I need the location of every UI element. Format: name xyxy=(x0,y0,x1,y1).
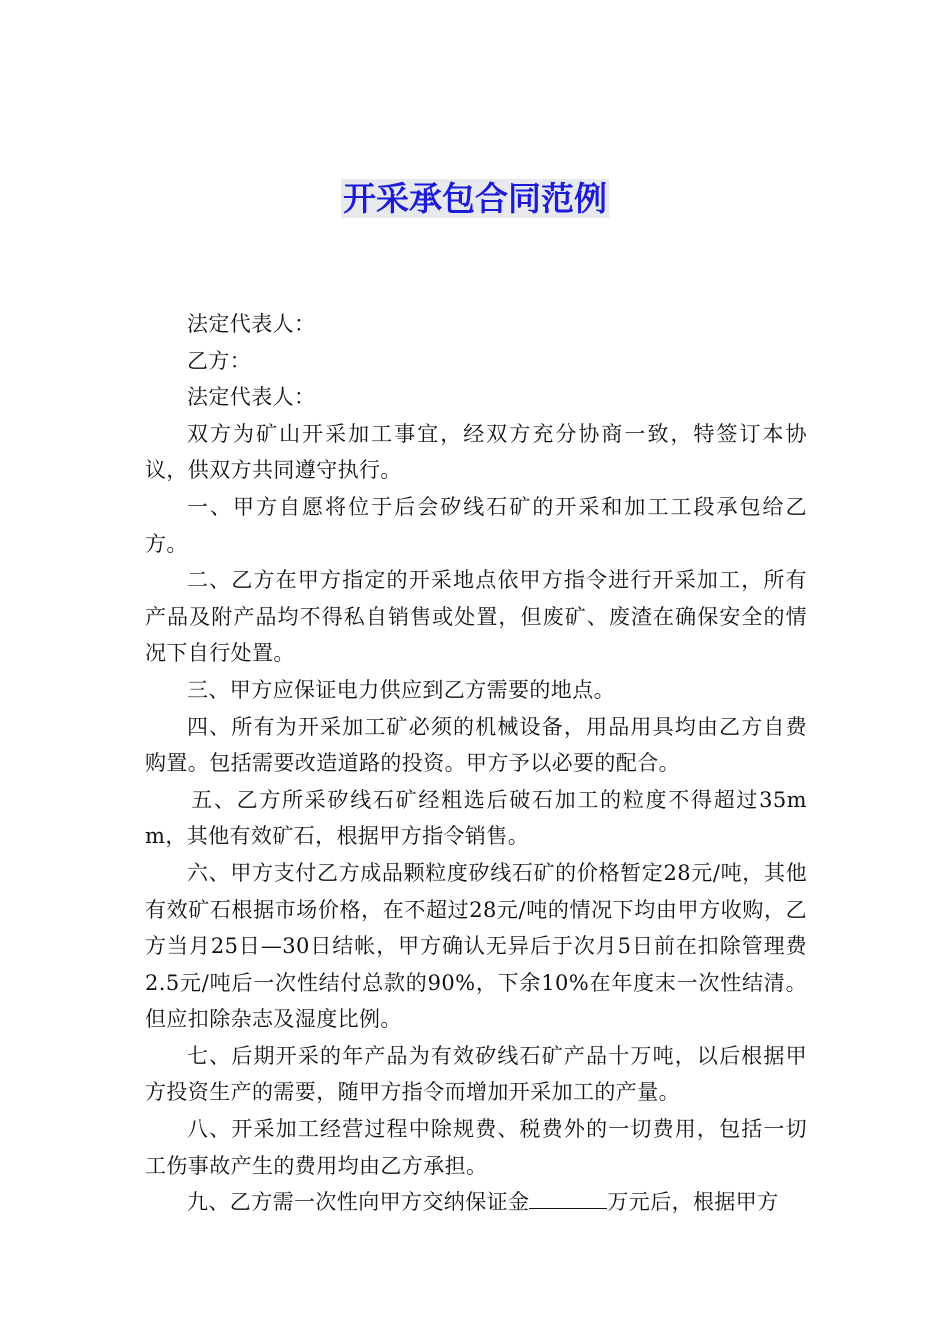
paragraph-legal-rep-b: 法定代表人： xyxy=(187,385,316,410)
paragraph-preamble: 双方为矿山开采加工事宜，经双方充分协商一致，特签订本协议，供双方共同遵守执行。 xyxy=(145,421,807,483)
paragraph-clause-9 xyxy=(145,1184,807,1221)
paragraph-clause-7: 七、后期开采的年产品为有效矽线石矿产品十万吨，以后根据甲方投资生产的需要，随甲方指令而增加开采加工的产量。 xyxy=(145,1043,807,1105)
paragraph-party-b: 乙方： xyxy=(187,348,252,373)
paragraph-clause-2: 二、乙方在甲方指定的开采地点依甲方指令进行开采加工，所有产品及附产品均不得私自销售或处置，但废矿、废渣在确保安全的情况下自行处置。 xyxy=(145,568,807,666)
document-title-text: 开采承包合同范例 xyxy=(343,179,607,218)
paragraph-legal-rep-a: 法定代表人： xyxy=(187,312,316,336)
deposit-amount-blank xyxy=(529,1188,607,1209)
paragraph-clause-4: 四、所有为开采加工矿必须的机械设备，用品用具均由乙方自费购置。包括需要改造道路的投资。甲方予以必要的配合。 xyxy=(145,714,807,776)
clause-9-text-after: 万元后，根据甲方 xyxy=(607,1190,779,1215)
paragraph-clause-8: 八、开采加工经营过程中除规费、税费外的一切费用，包括一切工伤事故产生的费用均由乙方承担。 xyxy=(145,1117,807,1178)
document-title xyxy=(0,178,950,220)
document-body xyxy=(145,306,807,1221)
clause-9-text-before: 九、乙方需一次性向甲方交纳保证金 xyxy=(187,1190,530,1215)
paragraph-clause-6: 六、甲方支付乙方成品颗粒度矽线石矿的价格暂定28元/吨，其他有效矿石根据市场价格，在不超过28元/吨的情况下均由甲方收购，乙方当月25日—30日结帐，甲方确认无异后于次月5日前在扣除管理费2.5元/吨后一次性结付总款的90%，下余10%在年度末一次性结清。但应扣除杂志及湿度比例。 xyxy=(145,860,807,1032)
paragraph-clause-3: 三、甲方应保证电力供应到乙方需要的地点。 xyxy=(187,677,615,702)
paragraph-clause-5: 五、乙方所采矽线石矿经粗选后破石加工的粒度不得超过35mm，其他有效矿石，根据甲方指令销售。 xyxy=(145,787,807,849)
paragraph-clause-1: 一、甲方自愿将位于后会矽线石矿的开采和加工工段承包给乙方。 xyxy=(145,494,807,556)
